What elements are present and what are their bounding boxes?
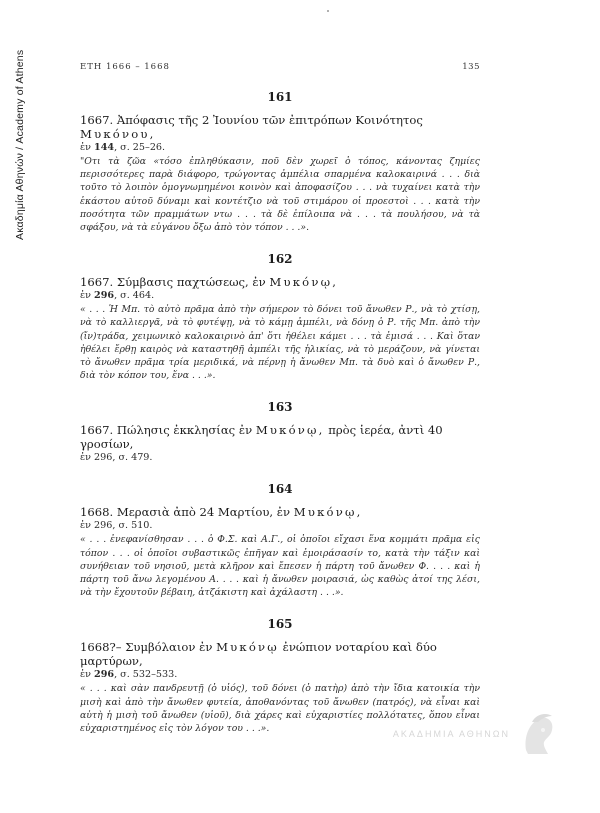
book-page	[80, 62, 480, 735]
source-prefix: ἐν	[80, 142, 95, 153]
document-number: 162	[267, 252, 293, 267]
heading-text: 1668?– Συμβόλαιον ἐν	[80, 640, 217, 655]
source-volume: 296	[94, 290, 115, 302]
document-number: 164	[267, 482, 293, 497]
document-entry	[80, 90, 480, 234]
heading-text: 1667. Σύμβασις παχτώσεως, ἐν	[80, 275, 270, 290]
source-volume: 144	[94, 142, 115, 153]
document-number: 163	[267, 400, 293, 415]
document-number: 165	[267, 617, 293, 632]
heading-place: Μυκόνῳ	[216, 640, 279, 655]
heading-place: Μυκόνῳ,	[255, 423, 325, 438]
document-entry	[80, 400, 480, 464]
document-excerpt: "Οτι τὰ ζῶα «τόσο ἐπληθύκασιν, ποῦ δὲν χωρεῖ ὁ τόπος, κάνοντας ζημίες περισσότερες παρὰ διάφορο, τρώγοντας ἀμπέλια σπαρμένα καλοκαιρινά . . . διὰ τοῦτο τὸ λοιπὸν ὁμογνωμημένοι κοινὸν καὶ ἀποφασίζου . . . νὰ τυχαίνει κατὰ τὴν ἑκάστου αὐτοῦ δύναμι καὶ κοντέτζιο νὰ τοῦ στιμάρου οἱ προεστοὶ . . . κατὰ τὴν ποσότητα τῶν πραμμάτων ντω . . . τὰ δὲ ἐπίλοιπα νὰ . . . τὰ πουλήσου, νὰ τὰ σφάξου, νὰ τὰ εὐγάνου ὄξω ἀπὸ τὸν τόπον . . .».	[80, 156, 480, 234]
document-source	[80, 668, 480, 681]
heading-text-tail: πρὸς ἱερέα, ἀντὶ 40 γροσίων,	[80, 423, 443, 452]
document-entry	[80, 252, 480, 382]
heading-text: 1667. Ἀπόφασις τῆς 2 Ἰουνίου τῶν ἐπιτρόπων Κοινότητος	[80, 113, 423, 127]
heading-text: 1667. Πώλησις ἐκκλησίας ἐν	[80, 423, 256, 438]
document-source: ἐν 296, σ. 479.	[80, 452, 153, 464]
scan-speck	[327, 10, 329, 12]
document-excerpt: « . . . ἐνεφανίσθησαν . . . ὁ Φ.Σ. καὶ Α.Γ., οἱ ὁποῖοι εἴχασι ἕνα κομμάτι πρᾶμα εἰς τόπον . . . οἱ ὁποῖοι συβαστικῶς ἐπῆγαν καὶ ἐμοιράσασίν το, κατὰ τὴν τάξιν καὶ συνήθειαν τοῦ νησιοῦ, μετὰ κλῆρον καὶ ἔπεσεν ἡ πάρτη τοῦ ἄνωθεν Φ. . . . καὶ ἡ πάρτη τοῦ ἄνω λεγομένου Α. . . . καὶ ἡ ἄνωθεν μοιρασιά, ὡς καθὼς ἀτοί της λέσι, νὰ τὴν ἔχουτοῦν βέβαιη, ἀτζάκιστη καὶ ἀχάλαστη . . .».	[80, 534, 480, 599]
heading-place: Μυκόνῳ,	[293, 505, 363, 520]
document-excerpt: « . . . Ἡ Μπ. τὸ αὐτὸ πρᾶμα ἀπὸ τὴν σήμερον τὸ δόνει τοῦ ἄνωθεν Ρ., νὰ τὸ χτίσῃ, νὰ τὸ καλλιεργᾶ, νὰ τὸ φυτέψῃ, νὰ τὸ κάμῃ ἀμπέλι, νὰ δόνῃ ὁ Ρ. τῆς Μπ. ἀπὸ τὴν (ἴν)τράδα, χειμωνικὸ καλοκαιρινὸ ἀπ' ὅτι ἠθέλει κάμει . . . τὰ ἐμισά . . . Καὶ ὅταν ἠθέλει ἔρθῃ καιρὸς νὰ καταστηθῇ ἀμπέλι τῆς ἡλικίας, νὰ τὸ μεράζουν, νὰ γίνεται τὸ ἄνωθεν πρᾶμα τρία μεριδικά, νὰ πέρνῃ ἡ ἄνωθεν Μπ. τὰ δυὸ καὶ ὁ ἄνωθεν Ρ., διὰ τὸν κόπον του, ἕνα . . .».	[80, 304, 480, 382]
source-pages: , σ. 25–26.	[114, 142, 166, 153]
document-heading	[80, 505, 480, 519]
document-excerpt: « . . . καὶ σὰν πανδρευτῇ (ὁ υἱός), τοῦ δόνει (ὁ πατὴρ) ἀπὸ τὴν ἴδια κατοικία τὴν μισὴ καὶ ἀπὸ τὴν ἄνωθεν φυτεία, ἀποθανόντας τοῦ ἄνωθεν (πατρός), νὰ εἶναι καὶ αὐτὴ ἡ μισὴ τοῦ ἄνωθεν (υἱοῦ), διὰ χάρες καὶ εὐχαριστίες πολλότατες, ὅπου εἶναι εὐχαριστημένος εἰς τὸν λόγον του . . .».	[80, 683, 480, 735]
watermark-text: ΑΚΑΔΗΜΙΑ ΑΘΗΝΩΝ	[392, 729, 510, 739]
running-head-title: ΕΤΗ 1666 – 1668	[80, 62, 170, 72]
heading-text: 1668. Μερασιὰ ἀπὸ 24 Μαρτίου, ἐν	[80, 505, 294, 520]
heading-place: Μυκόνου,	[80, 127, 156, 141]
heading-place: Μυκόνῳ,	[269, 275, 339, 290]
document-source: ἐν 296, σ. 510.	[80, 520, 153, 532]
document-source	[80, 289, 480, 302]
source-prefix: ἐν	[80, 290, 95, 302]
academy-watermark	[393, 710, 558, 758]
archive-side-label: Ακαδημία Αθηνών / Academy of Athens	[14, 49, 26, 240]
athena-helmet-icon	[518, 710, 558, 758]
source-prefix: ἐν	[80, 669, 95, 681]
document-heading	[80, 423, 480, 451]
source-pages: , σ. 532–533.	[114, 669, 178, 681]
document-source	[80, 141, 480, 154]
document-heading	[80, 275, 480, 289]
source-volume: 296	[94, 669, 115, 681]
document-number: 161	[267, 90, 293, 104]
document-heading	[80, 113, 480, 141]
document-entry	[80, 482, 480, 599]
document-heading	[80, 640, 480, 668]
source-pages: , σ. 464.	[114, 290, 155, 302]
heading-text-tail: ἐνώπιον νοταρίου καὶ δύο μαρτύρων,	[80, 640, 437, 669]
page-number: 135	[462, 62, 480, 72]
running-head	[80, 62, 480, 72]
